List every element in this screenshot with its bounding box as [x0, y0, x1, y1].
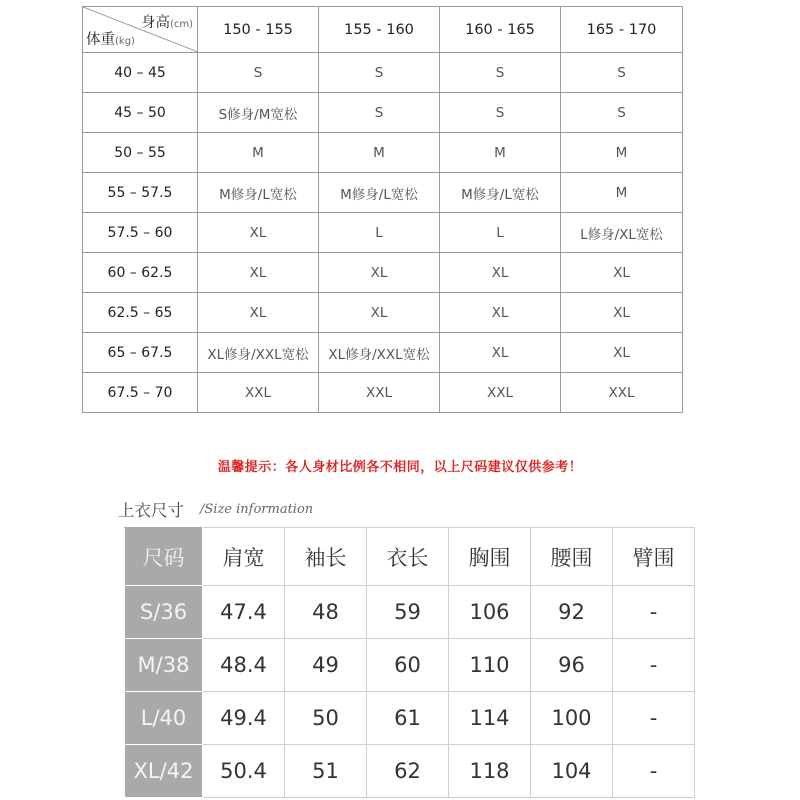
- chart-header-row: [83, 7, 683, 53]
- table-row: [83, 133, 683, 173]
- size-cell: XL: [440, 293, 561, 333]
- measurement-cell: -: [613, 692, 695, 745]
- measurement-cell: 59: [367, 586, 449, 639]
- table-row: [83, 293, 683, 333]
- measurement-cell: 62: [367, 745, 449, 798]
- height-range-header: 165 - 170: [561, 7, 683, 53]
- table-row: [83, 173, 683, 213]
- size-cell: XXL: [319, 373, 440, 413]
- measurement-cell: 110: [449, 639, 531, 692]
- size-cell: S: [319, 53, 440, 93]
- size-cell: XL: [198, 293, 319, 333]
- size-label-cell: L/40: [125, 692, 203, 745]
- weight-range-cell: 62.5 – 65: [83, 293, 198, 333]
- measurement-cell: 114: [449, 692, 531, 745]
- size-cell: XL: [198, 253, 319, 293]
- size-cell: M: [319, 133, 440, 173]
- measurement-cell: 50: [285, 692, 367, 745]
- weight-range-cell: 60 – 62.5: [83, 253, 198, 293]
- garment-section-subtitle: /Size information: [200, 502, 314, 517]
- size-cell: M修身/L宽松: [198, 173, 319, 213]
- weight-range-cell: 67.5 – 70: [83, 373, 198, 413]
- measurement-header: 肩宽: [203, 528, 285, 586]
- size-label-cell: S/36: [125, 586, 203, 639]
- measurement-cell: 92: [531, 586, 613, 639]
- measurement-cell: 49.4: [203, 692, 285, 745]
- table-row: [83, 213, 683, 253]
- height-range-header: 155 - 160: [319, 7, 440, 53]
- weight-range-cell: 55 – 57.5: [83, 173, 198, 213]
- table-row: [83, 93, 683, 133]
- size-cell: XL: [319, 293, 440, 333]
- measurement-cell: -: [613, 639, 695, 692]
- measurement-header: 袖长: [285, 528, 367, 586]
- measurement-cell: 51: [285, 745, 367, 798]
- size-cell: S: [198, 53, 319, 93]
- size-notice: 温馨提示：各人身材比例各不相同，以上尺码建议仅供参考！: [217, 460, 583, 475]
- size-label-cell: M/38: [125, 639, 203, 692]
- size-cell: XL: [561, 253, 683, 293]
- size-cell: S: [319, 93, 440, 133]
- measurement-cell: -: [613, 586, 695, 639]
- table-row: [83, 373, 683, 413]
- weight-range-cell: 57.5 – 60: [83, 213, 198, 253]
- measurement-cell: 48.4: [203, 639, 285, 692]
- measurement-cell: 106: [449, 586, 531, 639]
- measurement-cell: 118: [449, 745, 531, 798]
- garment-header-row: [125, 528, 695, 586]
- size-cell: XXL: [198, 373, 319, 413]
- size-cell: XXL: [440, 373, 561, 413]
- size-cell: M: [561, 173, 683, 213]
- size-cell: M修身/L宽松: [319, 173, 440, 213]
- garment-measurement-table: [124, 527, 695, 798]
- measurement-cell: 104: [531, 745, 613, 798]
- size-label-cell: XL/42: [125, 745, 203, 798]
- size-cell: M: [440, 133, 561, 173]
- size-cell: M: [561, 133, 683, 173]
- table-row: [125, 586, 695, 639]
- weight-range-cell: 65 – 67.5: [83, 333, 198, 373]
- table-row: [83, 333, 683, 373]
- size-cell: M修身/L宽松: [440, 173, 561, 213]
- measurement-cell: 50.4: [203, 745, 285, 798]
- weight-range-cell: 45 – 50: [83, 93, 198, 133]
- weight-unit: (kg): [115, 36, 135, 47]
- measurement-cell: 48: [285, 586, 367, 639]
- size-cell: XXL: [561, 373, 683, 413]
- measurement-cell: 61: [367, 692, 449, 745]
- size-cell: S: [440, 93, 561, 133]
- height-header: [141, 11, 193, 32]
- height-range-header: 160 - 165: [440, 7, 561, 53]
- size-cell: XL: [440, 253, 561, 293]
- measurement-header: 腰围: [531, 528, 613, 586]
- measurement-header: 胸围: [449, 528, 531, 586]
- measurement-cell: 60: [367, 639, 449, 692]
- measurement-header: 臂围: [613, 528, 695, 586]
- measurement-cell: 49: [285, 639, 367, 692]
- table-row: [125, 639, 695, 692]
- size-cell: S: [561, 53, 683, 93]
- weight-range-cell: 40 – 45: [83, 53, 198, 93]
- height-unit: (cm): [169, 19, 193, 30]
- weight-header: [86, 28, 135, 49]
- height-label: 身高: [140, 15, 170, 31]
- size-cell: L: [319, 213, 440, 253]
- size-cell: S: [440, 53, 561, 93]
- measurement-cell: 96: [531, 639, 613, 692]
- height-weight-size-chart: [82, 6, 683, 413]
- measurement-header: 衣长: [367, 528, 449, 586]
- size-cell: XL: [561, 293, 683, 333]
- table-row: [125, 745, 695, 798]
- height-range-header: 150 - 155: [198, 7, 319, 53]
- size-cell: S修身/M宽松: [198, 93, 319, 133]
- size-cell: XL修身/XXL宽松: [198, 333, 319, 373]
- size-cell: L修身/XL宽松: [561, 213, 683, 253]
- size-cell: XL: [561, 333, 683, 373]
- chart-corner-cell: [83, 7, 198, 53]
- table-row: [83, 253, 683, 293]
- measurement-cell: 47.4: [203, 586, 285, 639]
- weight-label: 体重: [86, 32, 115, 48]
- size-cell: L: [440, 213, 561, 253]
- size-cell: M: [198, 133, 319, 173]
- measurement-cell: -: [613, 745, 695, 798]
- garment-section-title: 上衣尺寸: [118, 501, 184, 520]
- measurement-cell: 100: [531, 692, 613, 745]
- table-row: [83, 53, 683, 93]
- size-cell: XL修身/XXL宽松: [319, 333, 440, 373]
- size-cell: XL: [440, 333, 561, 373]
- size-cell: XL: [198, 213, 319, 253]
- size-cell: XL: [319, 253, 440, 293]
- table-row: [125, 692, 695, 745]
- weight-range-cell: 50 – 55: [83, 133, 198, 173]
- size-cell: S: [561, 93, 683, 133]
- size-column-header: 尺码: [125, 528, 203, 586]
